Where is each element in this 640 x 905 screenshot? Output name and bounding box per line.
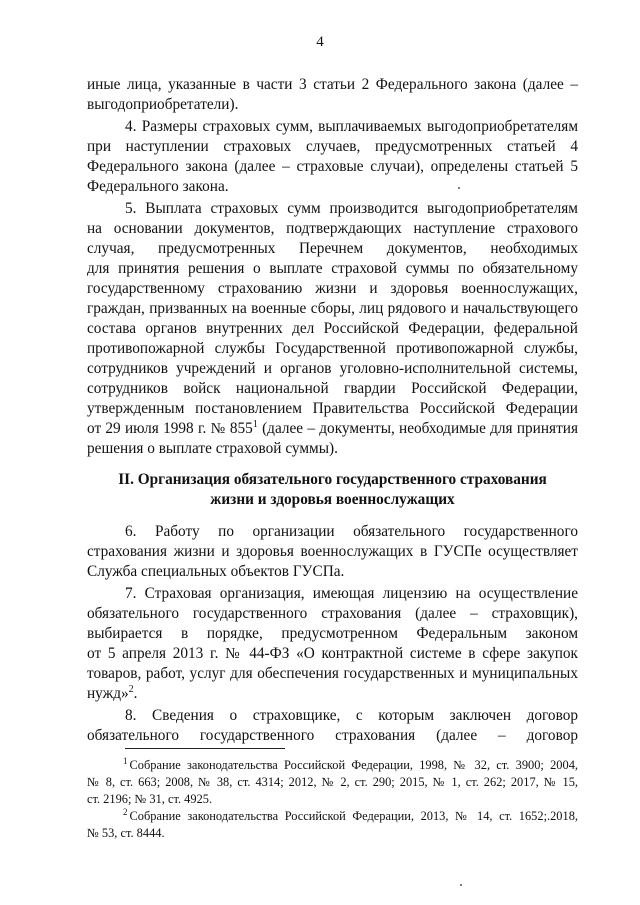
body-line: Федерального закона (далее – страховые случаи), определены статьей 5	[87, 158, 578, 175]
body-text-fragment: (далее – документы, необходимые для принятия	[257, 420, 578, 437]
body-line: 4. Размеры страховых сумм, выплачиваемых выгодоприобретателям	[125, 118, 578, 135]
footnote-text: Собрание законодательства Российской Федерации, 2013, № 14, ст. 1652;.2018,	[129, 809, 578, 823]
body-line	[87, 684, 578, 704]
body-line	[87, 419, 578, 439]
body-line: иные лица, указанные в части 3 статьи 2 Федерального закона (далее –	[87, 76, 578, 93]
body-line: для принятия решения о выплате страховой суммы по обязательному	[87, 260, 578, 277]
scan-speck	[460, 884, 462, 886]
body-line: граждан, призванных на военные сборы, лиц рядового и начальствующего	[87, 300, 578, 317]
scan-speck	[458, 187, 460, 189]
footnote-marker: 1	[123, 756, 128, 766]
body-text-fragment: .	[133, 685, 138, 702]
footnote-line: ст. 2196; № 31, ст. 4925.	[87, 792, 213, 806]
body-line: Федерального закона.	[87, 178, 229, 195]
body-line: Служба специальных объектов ГУСПа.	[87, 563, 345, 580]
body-line: случая, предусмотренных Перечнем документов, необходимых	[87, 240, 578, 257]
body-line: противопожарной службы Государственной противопожарной службы,	[87, 340, 578, 357]
footnote-separator	[125, 748, 285, 749]
body-line: обязательного государственного страхования (далее – договор	[87, 727, 578, 744]
body-line: 7. Страховая организация, имеющая лицензию на осуществление	[125, 585, 578, 602]
body-line: 5. Выплата страховых сумм производится выгодоприобретателям	[125, 200, 578, 217]
body-line: сотрудников войск национальной гвардии Российской Федерации,	[87, 380, 578, 397]
section-heading: II. Организация обязательного государственного страхования	[118, 471, 547, 488]
footnote-text: Собрание законодательства Российской Федерации, 1998, № 32, ст. 3900; 2004,	[129, 758, 578, 772]
page-number: 4	[316, 34, 324, 50]
body-line: состава органов внутренних дел Российской Федерации, федеральной	[87, 320, 578, 337]
body-line: решения о выплате страховой суммы).	[87, 440, 338, 457]
footnote-line	[123, 808, 578, 825]
body-line: обязательного государственного страхования (далее – страховщик),	[87, 605, 578, 622]
footnote-marker: 2	[123, 807, 128, 817]
footnote-line: № 53, ст. 8444.	[87, 826, 165, 840]
body-line: сотрудников учреждений и органов уголовно-исполнительной системы,	[87, 360, 578, 377]
section-heading: жизни и здоровья военнослужащих	[210, 491, 455, 508]
body-text-fragment: от 29 июля 1998 г. № 855	[87, 420, 253, 437]
body-line: 8. Сведения о страховщике, с которым заключен договор	[125, 707, 578, 724]
body-line: страхования жизни и здоровья военнослужащих в ГУСПе осуществляет	[87, 543, 578, 560]
body-line: выгодоприобретатели).	[87, 96, 239, 113]
body-line: на основании документов, подтверждающих наступление страхового	[87, 220, 578, 237]
body-line: выбирается в порядке, предусмотренном Федеральным законом	[87, 625, 578, 642]
body-line: государственному страхованию жизни и здоровья военнослужащих,	[87, 280, 578, 297]
body-line: товаров, работ, услуг для обеспечения государственных и муниципальных	[87, 665, 578, 682]
body-line: от 5 апреля 2013 г. № 44-ФЗ «О контрактной системе в сфере закупок	[87, 645, 578, 662]
footnote-reference: 1	[252, 419, 258, 430]
footnote-reference: 2	[128, 684, 134, 695]
body-line: утвержденным постановлением Правительства Российской Федерации	[87, 400, 578, 417]
body-text-fragment: нужд»	[87, 685, 129, 702]
footnote-line	[123, 757, 578, 774]
body-line: при наступлении страховых случаев, предусмотренных статьей 4	[87, 138, 578, 155]
footnote-line: № 8, ст. 663; 2008, № 38, ст. 4314; 2012, № 2, ст. 290; 2015, № 1, ст. 262; 2017, № 15,	[87, 775, 578, 789]
body-line: 6. Работу по организации обязательного государственного	[125, 523, 578, 540]
